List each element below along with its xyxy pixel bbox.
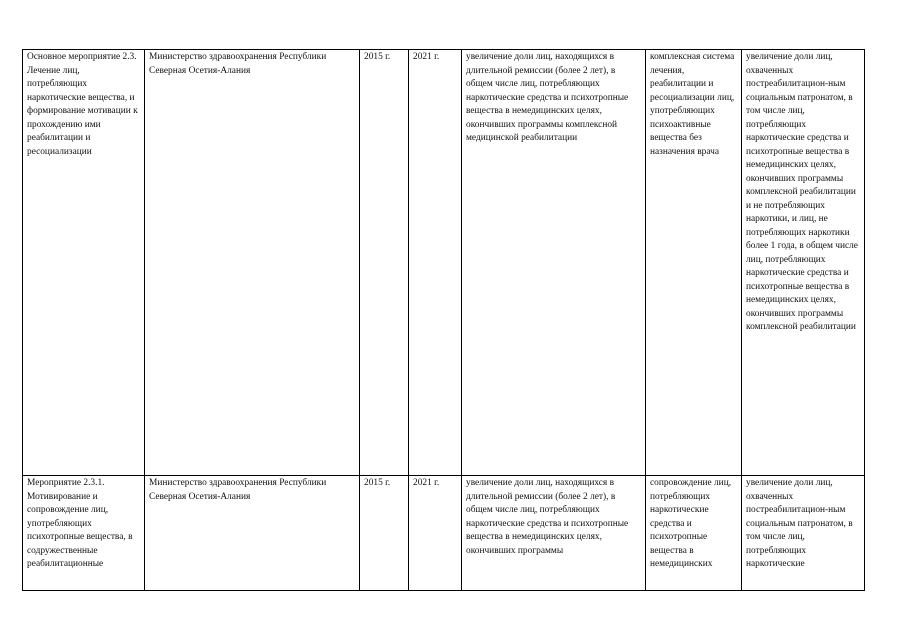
result-cell: увеличение доли лиц, находящихся в длительной ремиссии (более 2 лет), в общем числе лиц, потребляющих наркотические средства и психотропные вещества в немедицинских целях, окончивших программы комплексной медицинской реабилитации (462, 50, 646, 476)
result-cell: увеличение доли лиц, находящихся в длительной ремиссии (более 2 лет), в общем числе лиц, потребляющих наркотические средства и психотропные вещества в немедицинских целях, окончивших программы (462, 476, 646, 591)
consequence-cell: сопровождение лиц, потребляющих наркотические средства и психотропные вещества в немедицинских (646, 476, 742, 591)
end-year-cell: 2021 г. (409, 50, 462, 476)
executor-cell: Министерство здравоохранения Республики Северная Осетия-Алания (145, 476, 360, 591)
start-year-cell: 2015 г. (360, 50, 409, 476)
executor-cell: Министерство здравоохранения Республики Северная Осетия-Алания (145, 50, 360, 476)
event-cell: Мероприятие 2.3.1. Мотивирование и сопровождение лиц, употребляющих психотропные вещества, в содружественные реабилитационные (23, 476, 145, 591)
indicator-cell: увеличение доли лиц, охваченных постреабилитацион-ным социальным патронатом, в том числе лиц, потребляющих наркотические средства и психотропные вещества в немедицинских целях, окончивших программы комплексной реабилитации и не потребляющих наркотики, и лиц, не потребляющих наркотики более 1 года, в общем числе лиц, потребляющих наркотические средства и психотропные вещества в немедицинских целях, окончивших программы комплексной реабилитации (742, 50, 865, 476)
event-cell: Основное мероприятие 2.3. Лечение лиц, потребляющих наркотические вещества, и формирование мотивации к прохождению ими реабилитации и ресоциализации (23, 50, 145, 476)
indicator-cell: увеличение доли лиц, охваченных постреабилитацион-ным социальным патронатом, в том числе лиц, потребляющих наркотические (742, 476, 865, 591)
end-year-cell: 2021 г. (409, 476, 462, 591)
table-row (23, 50, 865, 476)
consequence-cell: комплексная система лечения, реабилитации и ресоциализации лиц, употребляющих психоактивные вещества без назначения врача (646, 50, 742, 476)
table-row (23, 476, 865, 591)
start-year-cell: 2015 г. (360, 476, 409, 591)
program-table (22, 49, 865, 591)
